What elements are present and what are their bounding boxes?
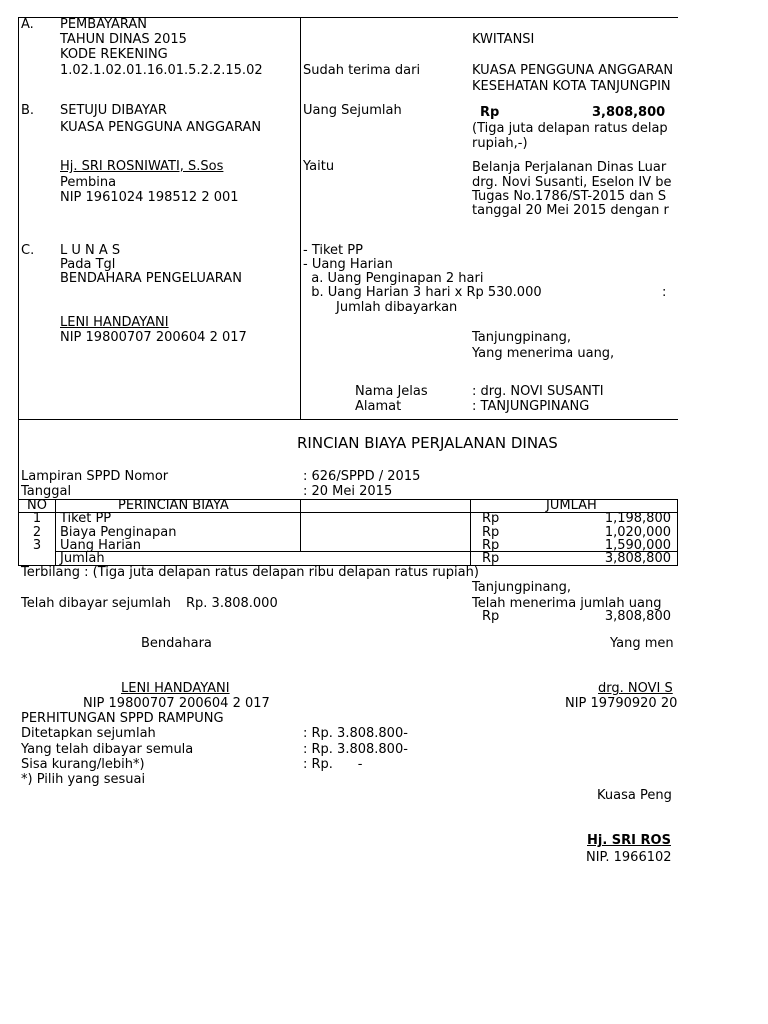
amount-label: Uang Sejumlah: [303, 103, 402, 118]
purpose-line: drg. Novi Susanti, Eselon IV be: [472, 175, 672, 190]
purpose-label: Yaitu: [303, 159, 335, 174]
doc-title: KWITANSI: [472, 32, 535, 47]
rampung-note: *) Pilih yang sesuai: [21, 772, 146, 787]
item-line: - Tiket PP: [303, 243, 363, 258]
row-amount: 1,590,000: [604, 538, 671, 553]
amount-words-line: (Tiga juta delapan ratus delap: [472, 121, 668, 136]
row-no: 1: [32, 511, 42, 526]
section-a-line: PEMBAYARAN: [60, 17, 148, 32]
purpose-line: Tugas No.1786/ST-2015 dan S: [472, 189, 667, 204]
purpose-line: Belanja Perjalanan Dinas Luar: [472, 160, 667, 175]
b-signer-nip: NIP 1961024 198512 2 001: [60, 190, 239, 205]
item-line: b. Uang Harian 3 hari x Rp 530.000: [303, 285, 542, 300]
rampung-value: : Rp. -: [303, 757, 363, 772]
place-date: Tanjungpinang,: [472, 330, 572, 345]
received-from-label: Sudah terima dari: [303, 63, 421, 78]
row-currency: Rp: [482, 511, 500, 526]
received-from-line: KESEHATAN KOTA TANJUNGPIN: [472, 79, 671, 94]
sppd-label: Lampiran SPPD Nomor: [21, 469, 169, 484]
date-label: Tanggal: [21, 484, 72, 499]
purpose-line: tanggal 20 Mei 2015 dengan r: [472, 203, 669, 218]
table-line: [470, 499, 471, 565]
authority-title: Kuasa Peng: [597, 788, 672, 803]
rampung-label: Yang telah dibayar semula: [21, 742, 194, 757]
table-line: [677, 499, 678, 565]
b-signer-rank: Pembina: [60, 175, 117, 190]
row-amount: 1,198,800: [604, 511, 671, 526]
amount-words-line: rupiah,-): [472, 136, 528, 151]
rampung-value: : Rp. 3.808.800-: [303, 726, 408, 741]
amount-value: 3,808,800: [592, 105, 666, 120]
item-colon: :: [662, 285, 667, 300]
account-code: 1.02.1.02.01.16.01.5.2.2.15.02: [60, 63, 263, 78]
rampung-value: : Rp. 3.808.800-: [303, 742, 408, 757]
header-detail: PERINCIAN BIAYA: [118, 498, 229, 513]
received-from-line: KUASA PENGGUNA ANGGARAN: [472, 63, 674, 78]
section-a-label: A.: [21, 17, 34, 32]
row-currency: Rp: [482, 538, 500, 553]
left-border: [18, 17, 19, 420]
name-value: : drg. NOVI SUSANTI: [472, 384, 604, 399]
row-detail: Biaya Penginapan: [60, 525, 177, 540]
row-detail: Tiket PP: [60, 511, 112, 526]
address-label: Alamat: [355, 399, 402, 414]
section-b-line: SETUJU DIBAYAR: [60, 103, 167, 118]
total-amount: 3,808,800: [604, 551, 671, 566]
address-value: : TANJUNGPINANG: [472, 399, 590, 414]
right-place-date: Tanjungpinang,: [472, 580, 572, 595]
section-c-line: BENDAHARA PENGELUARAN: [60, 271, 242, 286]
sppd-value: : 626/SPPD / 2015: [303, 469, 421, 484]
header-no: NO: [27, 498, 47, 513]
c-signer-name: LENI HANDAYANI: [60, 315, 169, 330]
paid-label: Telah dibayar sejumlah: [21, 596, 172, 611]
treasurer-title: Bendahara: [141, 636, 212, 651]
received-currency: Rp: [482, 609, 500, 624]
table-line: [55, 499, 56, 565]
treasurer-nip: NIP 19800707 200604 2 017: [83, 696, 270, 711]
receiver-nip: NIP 19790920 20: [565, 696, 678, 711]
amount-currency: Rp: [480, 105, 500, 120]
item-line: a. Uang Penginapan 2 hari: [303, 271, 484, 286]
authority-nip: NIP. 1966102: [586, 850, 672, 865]
left-border-lower: [18, 419, 19, 499]
rampung-label: Ditetapkan sejumlah: [21, 726, 156, 741]
item-line: - Uang Harian: [303, 257, 393, 272]
date-value: : 20 Mei 2015: [303, 484, 393, 499]
table-line: [300, 499, 301, 552]
rampung-label: Sisa kurang/lebih*): [21, 757, 145, 772]
authority-name: Hj. SRI ROS: [587, 833, 671, 848]
row-currency: Rp: [482, 525, 500, 540]
paid-value: Rp. 3.808.000: [186, 596, 278, 611]
receiver-title: Yang men: [610, 636, 674, 651]
row-amount: 1,020,000: [604, 525, 671, 540]
total-paid-label: Jumlah dibayarkan: [336, 300, 458, 315]
rincian-title: RINCIAN BIAYA PERJALANAN DINAS: [297, 434, 558, 452]
row-no: 3: [32, 538, 42, 553]
section-b-line: KUASA PENGGUNA ANGGARAN: [60, 120, 262, 135]
received-amount: 3,808,800: [604, 609, 671, 624]
section-c-line: Pada Tgl: [60, 257, 116, 272]
spelled-amount: Terbilang : (Tiga juta delapan ratus delapan ribu delapan ratus rupiah): [21, 565, 479, 580]
section-divider: [18, 419, 678, 420]
section-a-line: KODE REKENING: [60, 47, 168, 62]
header-amount: JUMLAH: [546, 498, 597, 513]
total-currency: Rp: [482, 551, 500, 566]
row-no: 2: [32, 525, 42, 540]
receiver-label: Yang menerima uang,: [472, 346, 615, 361]
section-a-line: TAHUN DINAS 2015: [60, 32, 187, 47]
total-label: Jumlah: [60, 551, 105, 566]
b-signer-name: Hj. SRI ROSNIWATI, S.Sos: [60, 159, 224, 174]
rampung-title: PERHITUNGAN SPPD RAMPUNG: [21, 711, 224, 726]
c-signer-nip: NIP 19800707 200604 2 017: [60, 330, 247, 345]
name-label: Nama Jelas: [355, 384, 428, 399]
section-b-label: B.: [21, 103, 35, 118]
received-label: Telah menerima jumlah uang: [472, 596, 662, 611]
receiver-name: drg. NOVI S: [598, 681, 673, 696]
section-c-line: L U N A S: [60, 243, 121, 258]
column-divider: [300, 17, 301, 420]
treasurer-name: LENI HANDAYANI: [121, 681, 230, 696]
row-detail: Uang Harian: [60, 538, 142, 553]
section-c-label: C.: [21, 243, 35, 258]
